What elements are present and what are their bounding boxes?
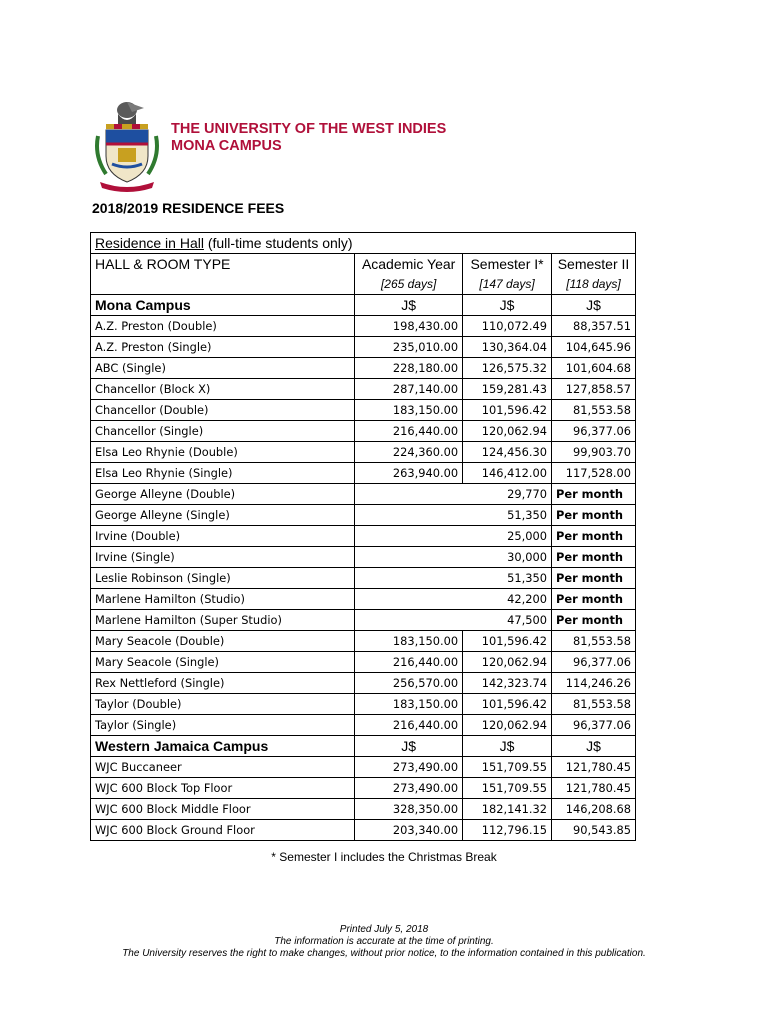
fee-semester-1: 126,575.32 bbox=[463, 358, 552, 379]
hall-name: Chancellor (Double) bbox=[91, 400, 355, 421]
fee-academic-year: 256,570.00 bbox=[355, 673, 463, 694]
hall-name: Marlene Hamilton (Super Studio) bbox=[91, 610, 355, 631]
fee-academic-year: 287,140.00 bbox=[355, 379, 463, 400]
fee-semester-2: 146,208.68 bbox=[552, 799, 636, 820]
fee-semester-2: 114,246.26 bbox=[552, 673, 636, 694]
fee-semester-1: 130,364.04 bbox=[463, 337, 552, 358]
monthly-unit: Per month bbox=[552, 484, 636, 505]
table-row bbox=[91, 568, 636, 589]
caption-underlined: Residence in Hall bbox=[95, 235, 204, 251]
fee-semester-2: 96,377.06 bbox=[552, 715, 636, 736]
fee-semester-2: 99,903.70 bbox=[552, 442, 636, 463]
hall-name: Elsa Leo Rhynie (Single) bbox=[91, 463, 355, 484]
table-row bbox=[91, 757, 636, 778]
hall-name: WJC 600 Block Middle Floor bbox=[91, 799, 355, 820]
table-row bbox=[91, 547, 636, 568]
semester-note: * Semester I includes the Christmas Break bbox=[271, 850, 497, 864]
fee-semester-1: 151,709.55 bbox=[463, 778, 552, 799]
monthly-amount: 51,350 bbox=[355, 568, 552, 589]
column-header-row bbox=[91, 254, 636, 275]
col-header-year: Academic Year bbox=[355, 254, 463, 275]
fee-semester-2: 117,528.00 bbox=[552, 463, 636, 484]
fee-semester-2: 81,553.58 bbox=[552, 400, 636, 421]
currency-year: J$ bbox=[355, 736, 463, 757]
hall-name: A.Z. Preston (Single) bbox=[91, 337, 355, 358]
table-row bbox=[91, 589, 636, 610]
fee-academic-year: 273,490.00 bbox=[355, 778, 463, 799]
fee-semester-2: 104,645.96 bbox=[552, 337, 636, 358]
table-row bbox=[91, 358, 636, 379]
table-row bbox=[91, 505, 636, 526]
fee-academic-year: 198,430.00 bbox=[355, 316, 463, 337]
table-row bbox=[91, 631, 636, 652]
fee-academic-year: 273,490.00 bbox=[355, 757, 463, 778]
fee-academic-year: 328,350.00 bbox=[355, 799, 463, 820]
fee-semester-1: 146,412.00 bbox=[463, 463, 552, 484]
table-row bbox=[91, 715, 636, 736]
fee-semester-2: 81,553.58 bbox=[552, 631, 636, 652]
hall-name: Marlene Hamilton (Studio) bbox=[91, 589, 355, 610]
university-name bbox=[171, 121, 446, 155]
table-row bbox=[91, 610, 636, 631]
table-row bbox=[91, 778, 636, 799]
page-title: 2018/2019 RESIDENCE FEES bbox=[92, 200, 285, 216]
section-header-row bbox=[91, 736, 636, 757]
fee-semester-2: 127,858.57 bbox=[552, 379, 636, 400]
fee-academic-year: 183,150.00 bbox=[355, 400, 463, 421]
fee-academic-year: 235,010.00 bbox=[355, 337, 463, 358]
fee-semester-2: 96,377.06 bbox=[552, 421, 636, 442]
col-header-sem1: Semester I* bbox=[463, 254, 552, 275]
fee-semester-1: 120,062.94 bbox=[463, 715, 552, 736]
currency-year: J$ bbox=[355, 295, 463, 316]
fee-semester-1: 120,062.94 bbox=[463, 421, 552, 442]
hall-name: Irvine (Double) bbox=[91, 526, 355, 547]
hall-name: Taylor (Single) bbox=[91, 715, 355, 736]
fee-academic-year: 224,360.00 bbox=[355, 442, 463, 463]
hall-name: Mary Seacole (Double) bbox=[91, 631, 355, 652]
monthly-amount: 42,200 bbox=[355, 589, 552, 610]
table-row bbox=[91, 526, 636, 547]
caption-rest: (full-time students only) bbox=[207, 235, 353, 251]
fee-semester-2: 121,780.45 bbox=[552, 757, 636, 778]
hall-name: Rex Nettleford (Single) bbox=[91, 673, 355, 694]
fee-semester-1: 101,596.42 bbox=[463, 694, 552, 715]
hall-name: Mary Seacole (Single) bbox=[91, 652, 355, 673]
hall-name: WJC Buccaneer bbox=[91, 757, 355, 778]
fee-semester-1: 110,072.49 bbox=[463, 316, 552, 337]
currency-sem2: J$ bbox=[552, 295, 636, 316]
days-year: [265 days] bbox=[355, 274, 463, 295]
days-blank bbox=[91, 274, 355, 295]
monthly-unit: Per month bbox=[552, 568, 636, 589]
fee-academic-year: 228,180.00 bbox=[355, 358, 463, 379]
section-name: Western Jamaica Campus bbox=[91, 736, 355, 757]
days-sem1: [147 days] bbox=[463, 274, 552, 295]
fee-academic-year: 216,440.00 bbox=[355, 715, 463, 736]
residence-fees-table bbox=[90, 232, 636, 841]
monthly-amount: 29,770 bbox=[355, 484, 552, 505]
monthly-amount: 30,000 bbox=[355, 547, 552, 568]
fee-semester-1: 101,596.42 bbox=[463, 400, 552, 421]
table-row bbox=[91, 694, 636, 715]
monthly-unit: Per month bbox=[552, 547, 636, 568]
table-row bbox=[91, 673, 636, 694]
monthly-unit: Per month bbox=[552, 505, 636, 526]
hall-name: George Alleyne (Single) bbox=[91, 505, 355, 526]
currency-sem1: J$ bbox=[463, 295, 552, 316]
section-header-row bbox=[91, 295, 636, 316]
monthly-unit: Per month bbox=[552, 610, 636, 631]
fee-semester-2: 88,357.51 bbox=[552, 316, 636, 337]
footer-printed-date: Printed July 5, 2018 bbox=[339, 924, 429, 935]
footer-disclaimer: The University reserves the right to make changes, without prior notice, to the information contained in this publication. bbox=[122, 948, 646, 959]
fee-semester-1: 159,281.43 bbox=[463, 379, 552, 400]
days-sem2: [118 days] bbox=[552, 274, 636, 295]
fee-academic-year: 216,440.00 bbox=[355, 421, 463, 442]
table-row bbox=[91, 442, 636, 463]
monthly-amount: 25,000 bbox=[355, 526, 552, 547]
fee-semester-2: 81,553.58 bbox=[552, 694, 636, 715]
hall-name: Taylor (Double) bbox=[91, 694, 355, 715]
table-row bbox=[91, 484, 636, 505]
table-row bbox=[91, 337, 636, 358]
col-header-sem2: Semester II bbox=[552, 254, 636, 275]
table-row bbox=[91, 463, 636, 484]
hall-name: Leslie Robinson (Single) bbox=[91, 568, 355, 589]
currency-sem2: J$ bbox=[552, 736, 636, 757]
fee-semester-2: 101,604.68 bbox=[552, 358, 636, 379]
hall-name: Elsa Leo Rhynie (Double) bbox=[91, 442, 355, 463]
footer-accuracy: The information is accurate at the time of printing. bbox=[274, 936, 494, 947]
hall-name: George Alleyne (Double) bbox=[91, 484, 355, 505]
table-row bbox=[91, 820, 636, 841]
table-row bbox=[91, 379, 636, 400]
university-title: THE UNIVERSITY OF THE WEST INDIES bbox=[171, 121, 447, 137]
fee-semester-2: 90,543.85 bbox=[552, 820, 636, 841]
monthly-unit: Per month bbox=[552, 526, 636, 547]
footer bbox=[0, 924, 768, 960]
fee-semester-1: 120,062.94 bbox=[463, 652, 552, 673]
table-caption-row bbox=[91, 233, 636, 254]
table-row bbox=[91, 652, 636, 673]
fee-semester-2: 121,780.45 bbox=[552, 778, 636, 799]
fee-semester-1: 142,323.74 bbox=[463, 673, 552, 694]
fee-academic-year: 183,150.00 bbox=[355, 631, 463, 652]
monthly-unit: Per month bbox=[552, 589, 636, 610]
days-row bbox=[91, 274, 636, 295]
fee-academic-year: 183,150.00 bbox=[355, 694, 463, 715]
campus-title: MONA CAMPUS bbox=[171, 138, 282, 154]
fee-semester-1: 151,709.55 bbox=[463, 757, 552, 778]
monthly-amount: 51,350 bbox=[355, 505, 552, 526]
hall-name: WJC 600 Block Ground Floor bbox=[91, 820, 355, 841]
hall-name: A.Z. Preston (Double) bbox=[91, 316, 355, 337]
table-row bbox=[91, 421, 636, 442]
col-header-hall: HALL & ROOM TYPE bbox=[91, 254, 355, 275]
monthly-amount: 47,500 bbox=[355, 610, 552, 631]
table-caption bbox=[91, 233, 636, 254]
fee-semester-1: 112,796.15 bbox=[463, 820, 552, 841]
uwi-crest-icon bbox=[92, 96, 162, 192]
table-row bbox=[91, 799, 636, 820]
hall-name: Chancellor (Single) bbox=[91, 421, 355, 442]
fee-semester-1: 182,141.32 bbox=[463, 799, 552, 820]
hall-name: WJC 600 Block Top Floor bbox=[91, 778, 355, 799]
section-name: Mona Campus bbox=[91, 295, 355, 316]
hall-name: Irvine (Single) bbox=[91, 547, 355, 568]
hall-name: ABC (Single) bbox=[91, 358, 355, 379]
fee-semester-1: 124,456.30 bbox=[463, 442, 552, 463]
fee-semester-1: 101,596.42 bbox=[463, 631, 552, 652]
fee-academic-year: 203,340.00 bbox=[355, 820, 463, 841]
currency-sem1: J$ bbox=[463, 736, 552, 757]
fee-semester-2: 96,377.06 bbox=[552, 652, 636, 673]
fee-academic-year: 216,440.00 bbox=[355, 652, 463, 673]
table-row bbox=[91, 316, 636, 337]
fee-academic-year: 263,940.00 bbox=[355, 463, 463, 484]
hall-name: Chancellor (Block X) bbox=[91, 379, 355, 400]
table-row bbox=[91, 400, 636, 421]
